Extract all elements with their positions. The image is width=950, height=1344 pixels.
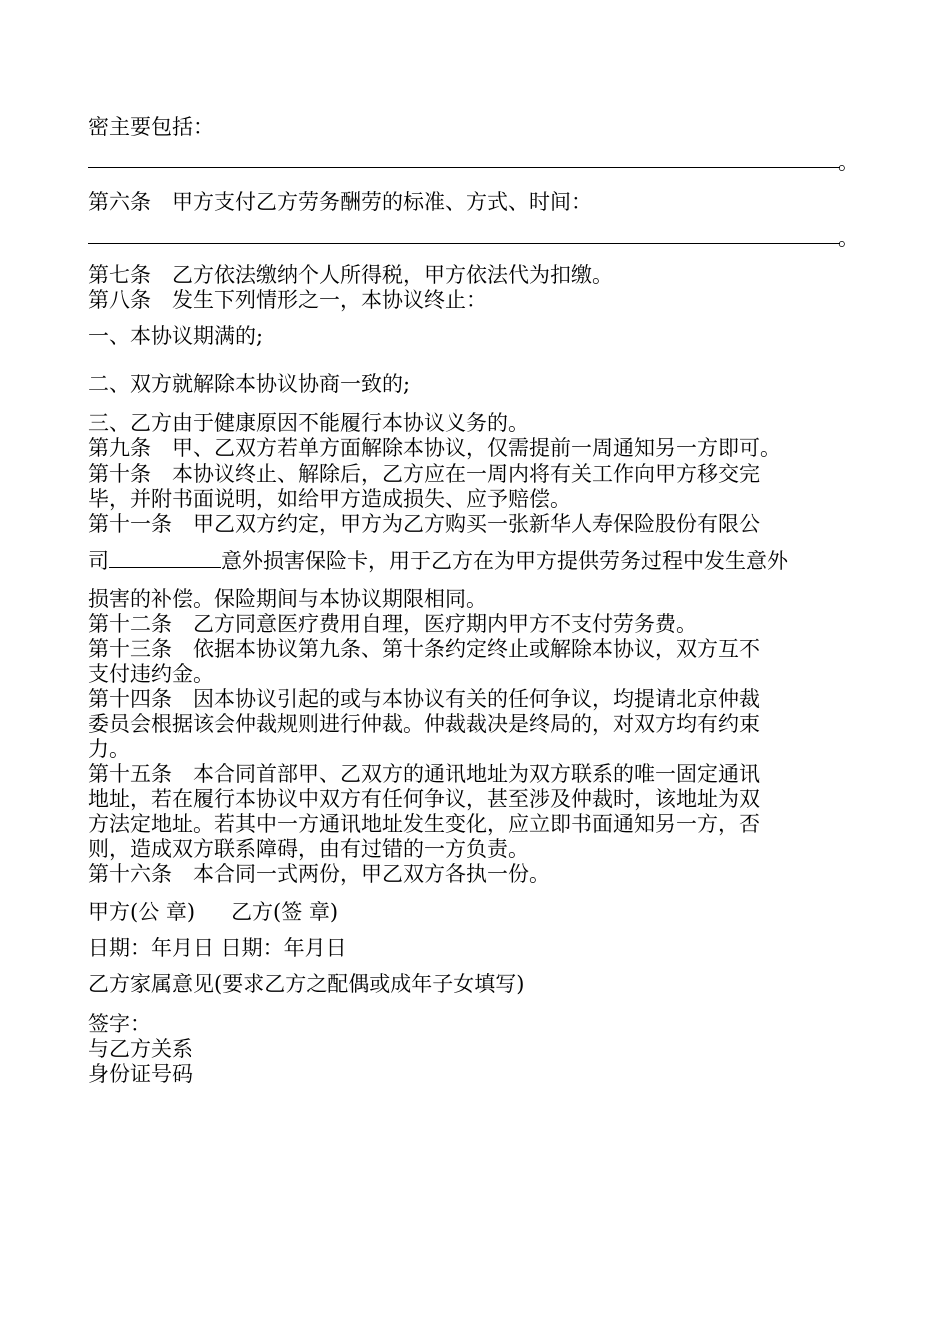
id-number-label: 身份证号码 [88, 1062, 193, 1086]
article-13-cont: 支付违约金。 [88, 662, 214, 686]
article-14-cont: 委员会根据该会仲裁规则进行仲裁。仲裁裁决是终局的，对双方均有约束 [88, 712, 760, 736]
text-segment: 意外损害保险卡，用于乙方在为甲方提供劳务过程中发生意外 [221, 549, 788, 573]
article-10: 第十条 本协议终止、解除后，乙方应在一周内将有关工作向甲方移交完 [88, 462, 760, 486]
article-15-cont: 方法定地址。若其中一方通讯地址发生变化，应立即书面通知另一方，否 [88, 812, 760, 836]
article-11-end: 损害的补偿。保险期间与本协议期限相同。 [88, 587, 487, 611]
fill-in-blank [109, 549, 221, 568]
family-opinion-label: 乙方家属意见(要求乙方之配偶或成年子女填写) [88, 972, 525, 996]
fill-in-blank-line [88, 167, 840, 168]
party-a-seal-label: 甲方(公 章) [88, 900, 196, 924]
signature-parties [88, 899, 338, 925]
article-14: 第十四条 因本协议引起的或与本协议有关的任何争议，均提请北京仲裁 [88, 687, 760, 711]
party-b-seal-label: 乙方(签 章) [231, 900, 339, 924]
article-15-end: 则，造成双方联系障碍，由有过错的一方负责。 [88, 837, 529, 861]
signature-label: 签字： [88, 1012, 151, 1036]
article-14-end: 力。 [88, 737, 130, 761]
date-line: 日期：年月日 日期：年月日 [88, 936, 347, 960]
text-segment: 司 [88, 549, 109, 573]
article-8: 第八条 发生下列情形之一，本协议终止： [88, 288, 487, 312]
article-12: 第十二条 乙方同意医疗费用自理，医疗期内甲方不支付劳务费。 [88, 612, 697, 636]
article-15-cont: 地址，若在履行本协议中双方有任何争议，甚至涉及仲裁时，该地址为双 [88, 787, 760, 811]
article-6: 第六条 甲方支付乙方劳务酬劳的标准、方式、时间： [88, 190, 592, 214]
article-11: 第十一条 甲乙双方约定，甲方为乙方购买一张新华人寿保险股份有限公 [88, 512, 760, 536]
article-13: 第十三条 依据本协议第九条、第十条约定终止或解除本协议，双方互不 [88, 637, 760, 661]
fill-in-blank-line [88, 243, 840, 244]
relation-label: 与乙方关系 [88, 1037, 193, 1061]
clause-2: 二、双方就解除本协议协商一致的; [88, 372, 411, 396]
article-15: 第十五条 本合同首部甲、乙双方的通讯地址为双方联系的唯一固定通讯 [88, 762, 760, 786]
clause-1: 一、本协议期满的; [88, 324, 264, 348]
article-16: 第十六条 本合同一式两份，甲乙双方各执一份。 [88, 862, 550, 886]
text-line: 密主要包括： [88, 115, 214, 139]
article-10-cont: 毕，并附书面说明，如给甲方造成损失、应予赔偿。 [88, 487, 571, 511]
article-9: 第九条 甲、乙双方若单方面解除本协议，仅需提前一周通知另一方即可。 [88, 436, 781, 460]
period-mark: 。 [838, 150, 859, 174]
article-7: 第七条 乙方依法缴纳个人所得税，甲方依法代为扣缴。 [88, 263, 613, 287]
clause-3: 三、乙方由于健康原因不能履行本协议义务的。 [88, 411, 529, 435]
period-mark: 。 [838, 226, 859, 250]
article-11-cont [88, 548, 788, 574]
